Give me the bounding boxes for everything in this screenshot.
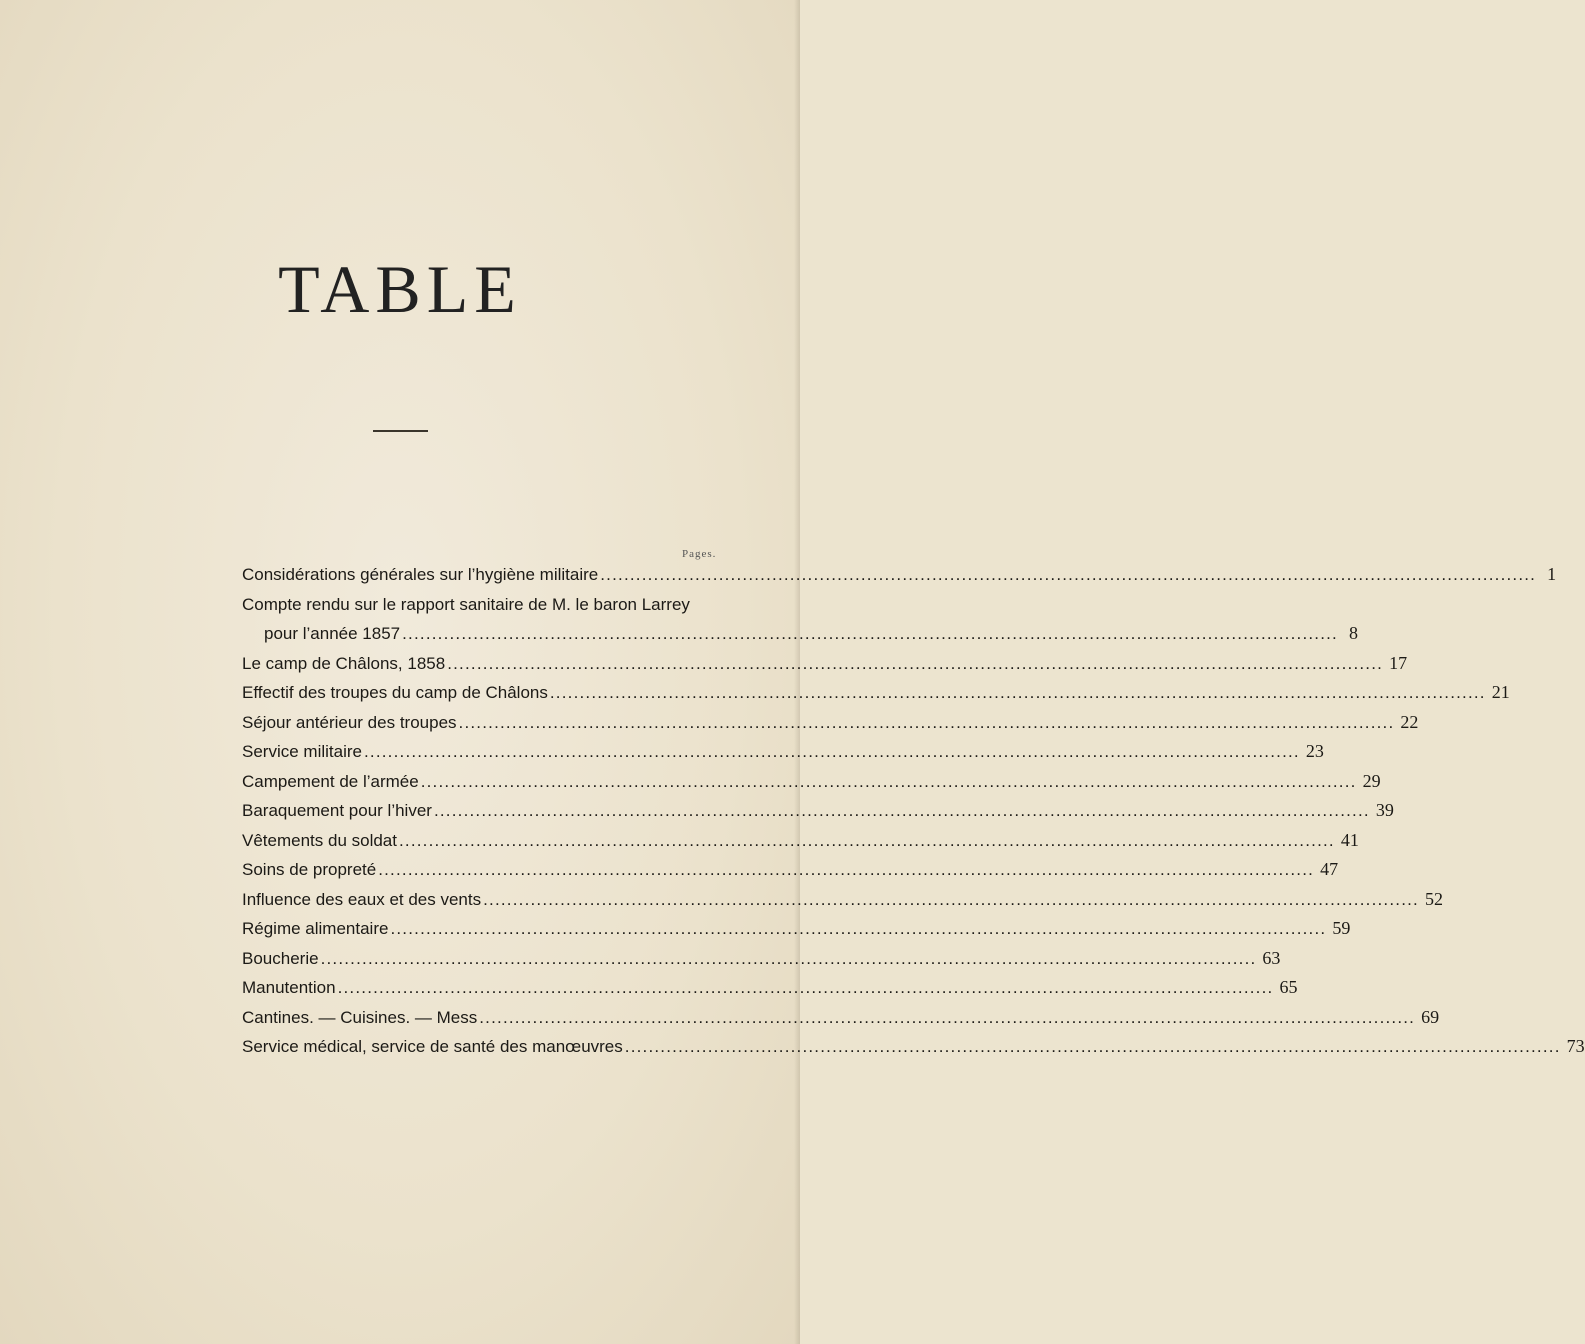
toc-entry-page: 69	[1421, 1006, 1440, 1027]
toc-entry-page: 47	[1320, 859, 1339, 879]
leader-dots	[397, 826, 1335, 856]
toc-entry-page: 52	[1424, 888, 1443, 909]
toc-entry-title: Régime alimentaire	[242, 919, 389, 938]
toc-entry-title: Manutention	[242, 978, 336, 997]
toc-entry-page: 8	[1348, 623, 1358, 643]
leader-dots	[598, 560, 1536, 590]
toc-entry-page: 22	[1400, 711, 1419, 732]
toc-entry-page: 65	[1279, 977, 1298, 997]
leader-dots	[419, 767, 1357, 797]
leader-dots	[362, 737, 1300, 767]
toc-entry-title: Influence des eaux et des vents	[242, 889, 482, 909]
toc-entry-title: Cantines. — Cuisines. — Mess	[242, 1007, 478, 1027]
toc-entry-title: Service médical, service de santé des manœuvres	[242, 1037, 623, 1056]
title-divider	[373, 430, 428, 432]
toc-entry-page: 41	[1340, 829, 1359, 850]
toc-entry-title: Séjour antérieur des troupes	[242, 712, 457, 732]
toc-entry-page: 1	[1547, 564, 1557, 584]
toc-entry[interactable]	[242, 708, 1419, 738]
toc-entry[interactable]	[242, 560, 1557, 590]
toc-entry[interactable]	[242, 619, 1358, 649]
toc-entry[interactable]	[242, 855, 1339, 885]
leader-dots	[336, 973, 1274, 1003]
toc-entry-title: Baraquement pour l’hiver	[242, 801, 432, 820]
toc-entry[interactable]	[242, 649, 1408, 679]
toc-entry[interactable]	[242, 944, 1281, 974]
toc-entry-title: Service militaire	[242, 742, 362, 761]
toc-entry[interactable]	[242, 590, 707, 620]
toc-entry-title: Campement de l’armée	[242, 771, 419, 791]
toc-entry-title: Effectif des troupes du camp de Châlons	[242, 683, 548, 702]
leader-dots	[432, 796, 1370, 826]
toc-entry-page: 29	[1362, 770, 1381, 791]
table-of-contents	[242, 560, 1585, 1062]
leader-dots	[445, 649, 1383, 679]
toc-entry[interactable]	[242, 1003, 1440, 1033]
leader-dots	[548, 678, 1486, 708]
leader-dots	[376, 855, 1314, 885]
page-title: TABLE	[278, 251, 522, 327]
toc-entry[interactable]	[242, 678, 1510, 708]
toc-entry[interactable]	[242, 885, 1443, 915]
toc-entry-title: Considérations générales sur l’hygiène militaire	[242, 565, 599, 584]
toc-entry[interactable]	[242, 826, 1359, 856]
leader-dots	[319, 944, 1257, 974]
pages-column-label: Pages.	[682, 548, 717, 560]
leader-dots	[457, 708, 1395, 738]
leader-dots	[400, 619, 1338, 649]
toc-entry[interactable]	[242, 767, 1381, 797]
toc-entry-title: pour l’année 1857	[264, 624, 401, 643]
toc-entry-page: 59	[1332, 918, 1351, 938]
toc-entry-title: Le camp de Châlons, 1858	[242, 653, 446, 673]
toc-entry[interactable]	[242, 737, 1324, 767]
toc-entry[interactable]	[242, 914, 1351, 944]
leader-dots	[477, 1003, 1415, 1033]
toc-entry-title: Compte rendu sur le rapport sanitaire de M. le baron Larrey	[242, 594, 690, 614]
leader-dots	[388, 914, 1326, 944]
toc-entry-title: Soins de propreté	[242, 860, 377, 879]
toc-entry-page: 73	[1566, 1036, 1585, 1056]
toc-entry[interactable]	[242, 796, 1394, 826]
toc-entry-page: 39	[1375, 800, 1394, 820]
toc-entry-page: 63	[1262, 947, 1281, 968]
toc-entry-page: 17	[1389, 652, 1408, 673]
toc-entry-page: 21	[1491, 682, 1510, 702]
toc-entry[interactable]	[242, 973, 1298, 1003]
leader-dots	[623, 1032, 1561, 1062]
toc-entry-page: 23	[1305, 741, 1324, 761]
leader-dots	[481, 885, 1419, 915]
toc-entry-title: Vêtements du soldat	[242, 830, 397, 850]
toc-entry-title: Boucherie	[242, 948, 319, 968]
toc-entry[interactable]	[242, 1032, 1585, 1062]
